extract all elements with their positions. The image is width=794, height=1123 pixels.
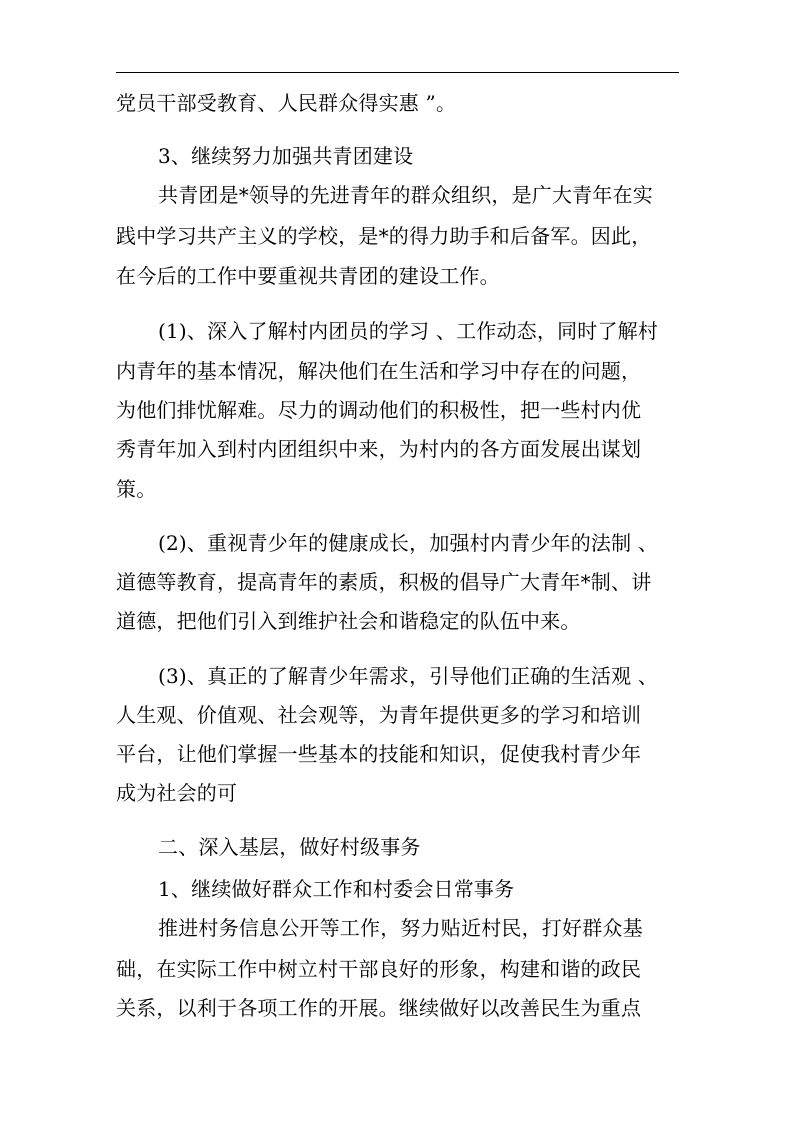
text-line: (3)、真正的了解青少年需求，引导他们正确的生活观 、 [158, 664, 659, 688]
text-line: 础，在实际工作中树立村干部良好的形象，构建和谐的政民 [116, 957, 642, 981]
text-line: 共青团是*领导的先进青年的群众组织，是广大青年在实 [158, 183, 653, 207]
text-line: 人生观、价值观、社会观等，为青年提供更多的学习和培训 [116, 703, 642, 727]
section-heading: 3、继续努力加强共青团建设 [158, 144, 414, 168]
text-line: 内青年的基本情况，解决他们在生活和学习中存在的问题， [116, 359, 642, 383]
text-line: 关系，以利于各项工作的开展。继续做好以改善民生为重点 [116, 996, 642, 1020]
text-line: (2)、重视青少年的健康成长，加强村内青少年的法制 、 [158, 531, 659, 555]
text-line: 道德等教育，提高青年的素质，积极的倡导广大青年*制、讲 [116, 570, 652, 594]
text-line: 秀青年加入到村内团组织中来，为村内的各方面发展出谋划 [116, 437, 642, 461]
text-line: 策。 [116, 477, 157, 501]
text-line: 道德，把他们引入到维护社会和谐稳定的队伍中来。 [116, 609, 581, 633]
header-rule [116, 72, 679, 73]
text-line: 成为社会的可 [116, 781, 238, 805]
text-line: 推进村务信息公开等工作，努力贴近村民，打好群众基 [158, 916, 643, 940]
text-line: 平台，让他们掌握一些基本的技能和知识，促使我村青少年 [116, 742, 642, 766]
text-line: 党员干部受教育、人民群众得实惠 ”。 [116, 91, 457, 115]
text-line: 践中学习共产主义的学校，是*的得力助手和后备军。因此， [116, 224, 652, 248]
text-line: (1)、深入了解村内团员的学习 、工作动态，同时了解村 [158, 319, 659, 343]
section-heading: 1、继续做好群众工作和村委会日常事务 [158, 877, 515, 901]
section-heading: 二、深入基层，做好村级事务 [158, 835, 421, 859]
text-line: 在今后的工作中要重视共青团的建设工作。 [116, 264, 500, 288]
text-line: 为他们排忧解难。尽力的调动他们的积极性，把一些村内优 [116, 398, 642, 422]
